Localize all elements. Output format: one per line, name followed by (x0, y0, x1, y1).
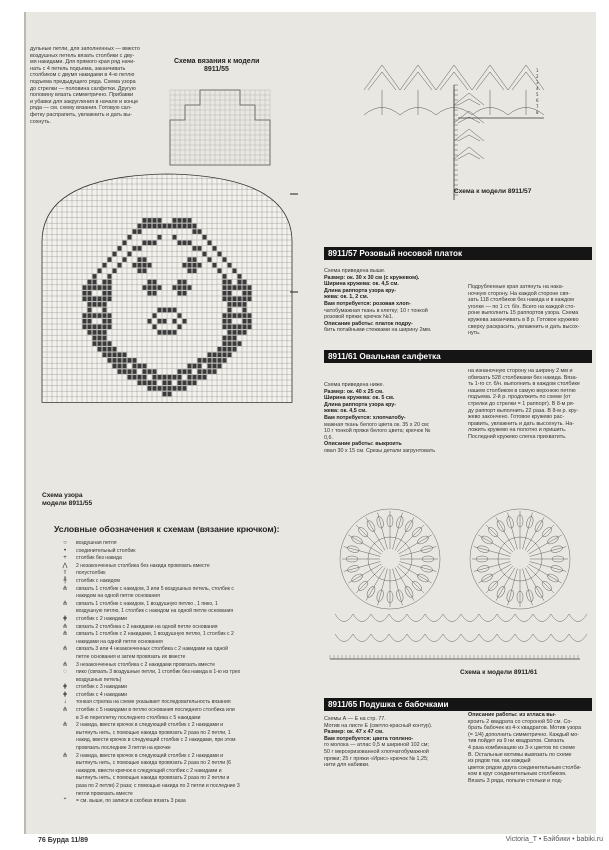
crochet-symbol-icon: ⋕ (62, 615, 68, 622)
text-line: Размер: ок. 47 х 47 см. (324, 729, 384, 736)
text-line: ночную сторону. На каждой стороне свя- (468, 290, 571, 297)
lace-edging-scheme-57 (354, 60, 549, 205)
legend-text: пико (связать 3 воздушные петли, 1 столбик без накида в 1-ю из трех (76, 669, 241, 676)
text-line: жево закончено. Готовое кружево рас- (468, 414, 565, 421)
text-line: Размер: ок. 40 х 25 см. (324, 388, 384, 395)
text-line: сохнуть. (30, 118, 51, 125)
legend-item (54, 745, 334, 753)
text-line: брать бабочек из 4-х квадратов. Мотив узора (468, 725, 582, 732)
text-line: 50 г мерсеризованной хлопчатобумажной (324, 748, 429, 755)
legend-text: полустолбик (76, 570, 106, 577)
text-line: фетку распрапить, увлажнить и дать вы- (30, 111, 132, 118)
text-line: мажная ткань белого цвета ок. 35 х 20 см; (324, 421, 430, 428)
text-line: цветок рядом друга соединительным столби- (468, 764, 582, 771)
legend-item (54, 783, 334, 791)
text-line: Вам потребуется: хлопчатобу- (324, 414, 406, 421)
legend-text: 3 незаконченных столбика с 2 накидами провязать вместе (76, 661, 215, 668)
text-line: 0,6. (324, 434, 333, 441)
section-57-right (468, 284, 596, 337)
svg-text:6: 6 (536, 98, 539, 103)
legend-text: петли провязать вместе (76, 790, 133, 797)
text-line: обвязать 528 столбиками без накида. Вяза- (468, 374, 578, 381)
legend-item (54, 662, 334, 670)
text-line: ду раппорт выполнить 22 раза. В 8-м р. кру- (468, 407, 579, 414)
text-line: Размер: ок. 30 х 30 см (с кружевом). (324, 274, 420, 281)
legend-text: вытянуть нить, с помощью накида провязать 2 раза по 2 петли (6 (76, 760, 231, 767)
legend-item (54, 760, 334, 768)
legend-item (54, 608, 334, 616)
crochet-symbol-icon: ⋔ (62, 722, 68, 729)
text-line: дульные петли, для заполненных — вместо (30, 46, 140, 52)
legend-text: столбик с 4 накидами (76, 691, 128, 698)
legend-item (54, 684, 334, 692)
caption-line: 8911/55 (204, 66, 229, 73)
text-line: розовой пряжи; крючок №1. (324, 314, 394, 321)
text-line: нуть. (468, 330, 481, 337)
legend-text: накид, ввести крючок в следующий столбик с 2 накидами, при этом (76, 737, 236, 744)
legend-item (54, 631, 334, 639)
legend-text: петле основания и затем провязать их вместе (76, 653, 186, 660)
legend-text: столбик с 3 накидами (76, 684, 128, 691)
legend-item (54, 737, 334, 745)
legend-text: связать 1 столбик с накидом, 3 или 5 воздушных петель, столбик с (76, 585, 234, 592)
section-65-left (324, 716, 464, 769)
legend-item (54, 555, 334, 563)
text-line: Длина раппорта узора кру- (324, 401, 397, 408)
legend-item (54, 646, 334, 654)
section-61-right (468, 368, 596, 441)
crochet-symbol-icon: ⋔ (62, 631, 68, 638)
legend-item (54, 722, 334, 730)
legend-text: воздушная петля (76, 540, 117, 546)
legend-item (54, 654, 334, 662)
text-line: жева: ок. 1, 2 см. (324, 294, 369, 301)
crochet-symbol-icon: ⋔ (62, 623, 68, 630)
text-line: сверху раскрасить, увлажнить и дать высох- (468, 323, 580, 330)
legend-item (54, 624, 334, 632)
text-line: Описание работы: платок подру- (324, 320, 413, 327)
legend-text: раза по 2 петли) 2 раза; с помощью накида по 2 петли и последние 3 (76, 783, 240, 789)
legend-text: накидов, ввести крючок в следующий столбик с 2 накидами и (76, 767, 222, 774)
legend-item (54, 593, 334, 601)
text-line: и убавки для закругления в начале и конце (30, 98, 139, 105)
text-line: Мотив на листе Е (светло-красный контур). (324, 722, 433, 729)
section-bar-61: 8911/61 Овальная салфетка (324, 350, 592, 363)
legend-text: столбик с 2 накидами (76, 615, 128, 622)
legend-item (54, 753, 334, 761)
text-line: Вам потребуется: цвета топлено- (324, 735, 414, 742)
crochet-symbol-icon: ╀ (63, 577, 67, 584)
section-57-left (324, 268, 464, 334)
text-line: жева: ок. 4,5 см. (324, 408, 367, 415)
text-line: ряда — см. схему вязания. Готовую сал- (30, 105, 132, 112)
text-line: подъема. 2-й р. продолжить по схеме (от (468, 394, 571, 401)
text-line: бить потайными стежками на ширину 2мм. (324, 327, 432, 334)
legend-item (54, 548, 334, 556)
text-line: Длина раппорта узора кру- (324, 287, 397, 294)
crochet-symbol-icon: ⋕ (62, 691, 68, 698)
legend-text: накидом на одной петле основания (76, 593, 160, 600)
legend-text: воздушную петлю, 1 столбик с накидом на одной петле основания (76, 608, 234, 615)
svg-text:7: 7 (536, 104, 539, 109)
text-line: нать с 4 петель подъема, заканчивать (30, 65, 126, 72)
legend-text: в 3-ю переплетку последнего столбика с 5 накидами (76, 714, 201, 721)
section-bar-57: 8911/57 Розовый носовой платок (324, 247, 592, 260)
text-line: до стрелки — половина салфетки. Другую (30, 85, 136, 92)
text-line: Схема приведена ниже. (324, 382, 385, 388)
text-line: на изнаночную сторону на ширину 2 мм и (468, 368, 573, 374)
text-line: воздушных петель вязать столбики с дву- (30, 52, 135, 59)
crochet-symbol-icon: ◌ (63, 669, 67, 676)
legend-text: накидами на одной петле основания (76, 638, 163, 645)
legend-item (54, 692, 334, 700)
text-line: мя накидами. Для прямого края ряд начи- (30, 59, 136, 66)
text-line: нити для набивки. (324, 762, 370, 769)
text-line: кружева заканчивать в 8 р. Готовое кружево (468, 316, 579, 323)
text-line: зать 118 столбиков без накида и в каждом (468, 297, 574, 304)
legend-item (54, 699, 334, 707)
watermark: Victoria_T • Бэйбики • babiki.ru (505, 836, 603, 843)
legend-text: связать 1 столбик с накидом, 1 воздушную петлю , 1 пико, 1 (76, 600, 218, 607)
text-line: кроить 2 квадрата со стороной 50 см. Со- (468, 718, 573, 725)
svg-text:4: 4 (536, 86, 539, 91)
svg-text:8: 8 (536, 110, 539, 115)
text-line: Последний кружево слегка прихватить. (468, 433, 567, 440)
text-line: стрелки до стрелки = 1 раппорт). В 8-м ря- (468, 400, 575, 407)
crochet-symbol-icon: ⌃ (62, 798, 68, 805)
text-line: го молока — атлас 0,5 м шириной 102 см; (324, 742, 429, 749)
small-grid-scheme (160, 80, 280, 170)
crochet-symbol-icon: ᴛ (63, 570, 67, 577)
crochet-symbol-icon: • (63, 547, 67, 554)
crochet-symbol-icon: ⋔ (62, 646, 68, 653)
crochet-symbol-icon: ⋔ (62, 752, 68, 759)
crochet-symbol-icon: ⋔ (62, 600, 68, 607)
section-65-right (468, 712, 596, 785)
legend-text: провязать последние 3 петли на крючке (76, 745, 171, 752)
legend-item (54, 775, 334, 783)
text-line: ком в круг соединительным столбиком. (468, 771, 567, 778)
text-line: Вязать 3 ряда, попыли стельки и под- (468, 777, 563, 784)
legend-text: = см. выше, по записи в скобках вязать 3 раза (76, 798, 186, 805)
filet-chart-55 (40, 172, 295, 492)
legend-item (54, 540, 334, 548)
legend-text: столбик с накидом (76, 577, 120, 584)
crochet-symbol-icon: ⋔ (62, 661, 68, 668)
legend-item (54, 768, 334, 776)
crochet-symbol-icon: + (63, 555, 67, 562)
text-line: ложить кружево на полотно и пришить. (468, 427, 567, 434)
crochet-symbol-icon: ○ (63, 540, 67, 546)
svg-text:5: 5 (536, 92, 539, 97)
caption-line: Схема узора (42, 492, 83, 499)
legend-text: воздушных петель) (76, 676, 122, 683)
text-line: В. Остальные мотивы вывязать по схеме (468, 751, 572, 758)
svg-text:3: 3 (536, 80, 539, 85)
text-line: Схемы А — Е на стр. 77. (324, 716, 386, 722)
scheme-caption-55-top (174, 58, 259, 74)
legend-title: Условные обозначения к схемам (вязание крючком): (54, 524, 280, 534)
text-line: Описание работы: выкроить (324, 441, 402, 448)
scheme-caption-61: Схема к модели 8911/61 (460, 669, 538, 676)
crochet-symbol-icon: ⋔ (62, 585, 68, 592)
section-61-left (324, 382, 464, 455)
legend-item (54, 707, 334, 715)
legend-text: вытянуть нить, с помощью накида провязать 2 раза по 2 петли и (76, 775, 230, 782)
text-line: Вам потребуется: розовая хлоп- (324, 300, 411, 307)
legend-item (54, 578, 334, 586)
legend-list (54, 540, 334, 806)
legend-item (54, 616, 334, 624)
text-line: Ширина кружева: ок. 4,5 см. (324, 281, 399, 288)
text-line: овал 30 х 15 см. Срезы детали загрунтовать (324, 447, 436, 454)
crochet-symbol-icon: ⋔ (62, 707, 68, 714)
legend-text: вытянуть нить, с помощью накида провязать 2 раза по 2 петли, 1 (76, 729, 231, 736)
svg-text:1: 1 (536, 68, 539, 73)
legend-text: 2 незаконченных столбика без накида провязать вместе (76, 562, 210, 569)
legend-item (54, 798, 334, 806)
text-line: Описание работы: из атласа вы- (468, 712, 556, 718)
legend-text: тонкая стрелка на схеме указывает последовательность вязания (76, 699, 231, 706)
text-line: половину вязать симметрично. Прибавки (30, 92, 134, 99)
text-line: столбиком с двумя накидами в 4-ю петлю (30, 72, 135, 79)
text-line: из рядов так, как каждый (468, 758, 531, 765)
intro-text (30, 46, 140, 125)
crochet-symbol-icon: ⋕ (62, 684, 68, 691)
scheme-caption-55-bottom (42, 492, 92, 508)
text-line: править, увлажнить и дать высохнуть. На- (468, 420, 575, 427)
text-line: тив пойдет из 9 ни квадратов. Связать (468, 738, 565, 745)
text-line: пряжи; 25 г пряжи «Ирис» крючок № 1,25; (324, 755, 429, 762)
legend-text: 2 накида, ввести крючок в следующий столбик с 2 накидами и (76, 722, 224, 729)
section-bar-65: 8911/65 Подушка с бабочками (324, 698, 592, 711)
text-line: подъема предыдущего ряда. Схема узора (30, 78, 136, 85)
svg-text:2: 2 (536, 74, 539, 79)
page-footer: 76 Бурда 11/89 (38, 837, 88, 844)
legend-text: связать 3 или 4 незаконченных столбика с 2 накидами на одной (76, 646, 228, 653)
legend-text: связать 1 столбик с 2 накидами, 1 воздушную петлю, 1 столбик с 2 (76, 631, 234, 638)
legend-item (54, 669, 334, 677)
caption-line: Схема вязания к модели (174, 58, 260, 65)
text-line: 4 раза комбинацию из 3-х цветов по схеме (468, 744, 576, 751)
legend-text: 2 накида, ввести крючок в следующий столбик с 2 накидами и (76, 752, 224, 759)
text-line: Ширина кружева: ок. 5 см. (324, 395, 395, 402)
text-line: уголке — по 1 ст. б/н. Всего на каждой сто- (468, 303, 576, 310)
oval-lace-scheme-61 (320, 499, 590, 669)
legend-text: столбик без накида (76, 555, 122, 562)
legend-text: столбик с 5 накидами в петлю основания последнего столбика или (76, 707, 235, 714)
text-line: роне выполнить 15 раппортов узора. Схема (468, 310, 579, 317)
crochet-symbol-icon: ⋀ (62, 562, 68, 569)
text-line: Схема приведена выше. (324, 268, 386, 274)
legend-item (54, 563, 334, 571)
text-line: (= 1/4) дополнить симметрично. Каждый мо- (468, 731, 580, 738)
text-line: чатобумажная ткань в клетку; 10 г тонкой (324, 307, 428, 314)
caption-line: модели 8911/55 (42, 500, 93, 507)
legend-text: связать 2 столбика с 2 накидами на одной петле основания (76, 623, 218, 630)
legend-text: соединительный столбик (76, 547, 136, 554)
text-line: нашем столбиком в самую верхнюю петлю (468, 387, 576, 394)
text-line: ть 1-го ст. б/н. выполнить в каждом столбике (468, 381, 580, 388)
scheme-caption-57: Схема к модели 8911/57 (454, 188, 532, 195)
text-line: 10 г тонкой пряжи белого цвета; крючок № (324, 428, 431, 435)
crochet-symbol-icon: ↓ (63, 699, 67, 706)
text-line: Подрубленные края затянуть на нака- (468, 284, 564, 290)
legend-item (54, 570, 334, 578)
